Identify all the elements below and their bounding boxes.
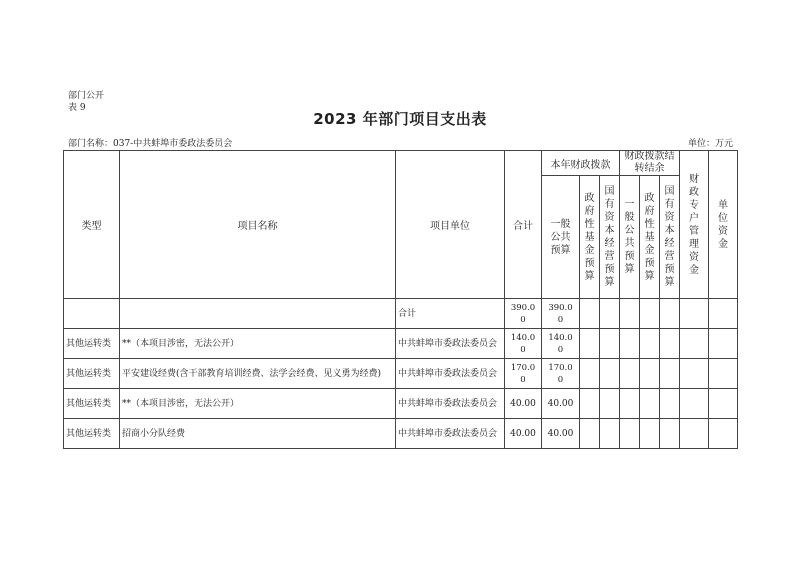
table-row (64, 359, 738, 389)
department-name: 部门名称：037-中共蚌埠市委政法委员会 (68, 139, 233, 149)
cell-org: 合计 (396, 299, 505, 329)
cell-type: 其他运转类 (64, 419, 120, 449)
col-state-header: 国有资本经营预算 (600, 176, 620, 299)
table-row (64, 299, 738, 329)
cell-type: 其他运转类 (64, 389, 120, 419)
col-gen-header: 一般公共预算 (542, 176, 580, 299)
table-row (64, 329, 738, 359)
cell-org: 中共蚌埠市委政法委员会 (396, 359, 505, 389)
col-org-header: 项目单位 (396, 151, 505, 299)
col-current-header: 本年财政拨款 (542, 151, 620, 176)
cell-total: 170.00 (505, 359, 542, 389)
cell-org: 中共蚌埠市委政法委员会 (396, 389, 505, 419)
cell-type: 其他运转类 (64, 359, 120, 389)
cell-total: 140.00 (505, 329, 542, 359)
cell-name: **（本项目涉密，无法公开） (120, 389, 396, 419)
cell-type: 其他运转类 (64, 329, 120, 359)
cell-name: 招商小分队经费 (120, 419, 396, 449)
col-cstate-header: 国有资本经营预算 (660, 176, 680, 299)
cell-gen: 390.00 (542, 299, 580, 329)
unit-label: 单位：万元 (687, 139, 733, 149)
cell-name (120, 299, 396, 329)
cell-type (64, 299, 120, 329)
cell-gen: 170.00 (542, 359, 580, 389)
col-total-header: 合计 (505, 151, 542, 299)
project-expenditure-table (63, 150, 738, 449)
cell-total: 390.00 (505, 299, 542, 329)
cell-gen: 40.00 (542, 389, 580, 419)
col-carry-header: 财政拨款结转结余 (620, 151, 680, 176)
table-row (64, 419, 738, 449)
table-row (64, 389, 738, 419)
cell-org: 中共蚌埠市委政法委员会 (396, 329, 505, 359)
cell-total: 40.00 (505, 419, 542, 449)
table-number: 表 9 (68, 103, 86, 113)
cell-name: **（本项目涉密，无法公开） (120, 329, 396, 359)
col-cgen-header: 一般公共预算 (620, 176, 640, 299)
page-title: 2023 年部门项目支出表 (313, 110, 487, 128)
col-name-header: 项目名称 (120, 151, 396, 299)
cell-gen: 140.00 (542, 329, 580, 359)
col-own-header: 单位资金 (709, 151, 738, 299)
cell-name: 平安建设经费(含干部教育培训经费、法学会经费、见义勇为经费) (120, 359, 396, 389)
cell-gen: 40.00 (542, 419, 580, 449)
public-label: 部门公开 (68, 91, 105, 101)
col-gov-header: 政府性基金预算 (580, 176, 600, 299)
col-cgov-header: 政府性基金预算 (640, 176, 660, 299)
col-type-header: 类型 (64, 151, 120, 299)
cell-org: 中共蚌埠市委政法委员会 (396, 419, 505, 449)
col-special-header: 财政专户管理资金 (680, 151, 709, 299)
cell-total: 40.00 (505, 389, 542, 419)
